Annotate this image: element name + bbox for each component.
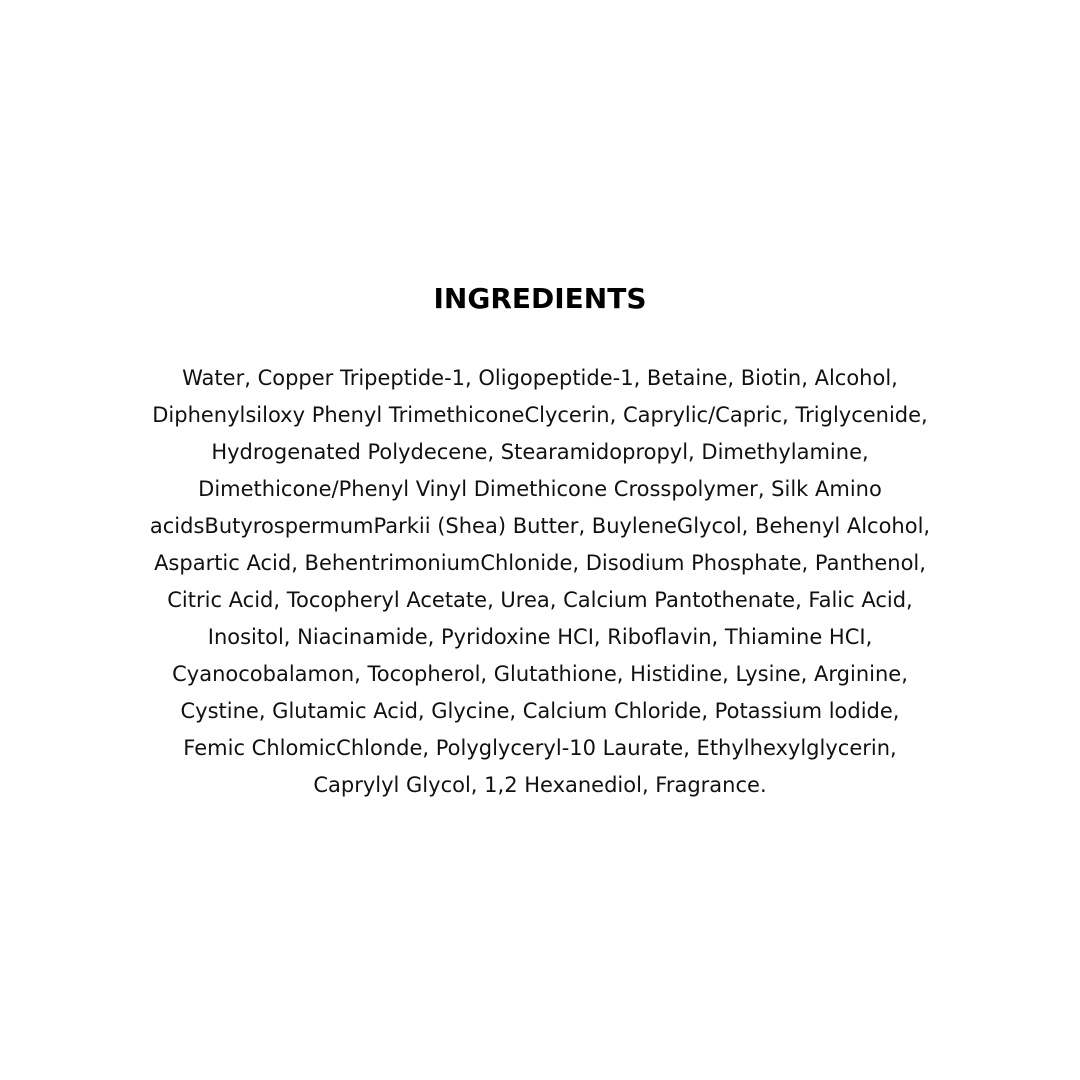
ingredients-line: Femic ChlomicChlonde, Polyglyceryl-10 Laurate, Ethylhexylglycerin, xyxy=(183,736,897,760)
page-title: INGREDIENTS xyxy=(433,282,647,315)
ingredients-line: Dimethicone/Phenyl Vinyl Dimethicone Crosspolymer, Silk Amino xyxy=(198,477,882,501)
ingredients-line: Water, Copper Tripeptide-1, Oligopeptide-1, Betaine, Biotin, Alcohol, xyxy=(182,366,898,390)
ingredients-line: Cyanocobalamon, Tocopherol, Glutathione, Histidine, Lysine, Arginine, xyxy=(172,662,908,686)
ingredients-list xyxy=(100,360,980,804)
ingredients-line: acidsButyrospermumParkii (Shea) Butter, BuyleneGlycol, Behenyl Alcohol, xyxy=(149,514,931,538)
ingredients-line: Inositol, Niacinamide, Pyridoxine HCI, Riboflavin, Thiamine HCI, xyxy=(207,625,873,649)
ingredients-line: Caprylyl Glycol, 1,2 Hexanediol, Fragrance. xyxy=(313,773,767,797)
ingredients-line: Aspartic Acid, BehentrimoniumChlonide, Disodium Phosphate, Panthenol, xyxy=(154,551,926,575)
ingredients-line: Citric Acid, Tocopheryl Acetate, Urea, Calcium Pantothenate, Falic Acid, xyxy=(167,588,913,612)
ingredients-line: Diphenylsiloxy Phenyl TrimethiconeClycerin, Caprylic/Capric, Triglycenide, xyxy=(152,403,928,427)
ingredients-line: Hydrogenated Polydecene, Stearamidopropyl, Dimethylamine, xyxy=(211,440,869,464)
ingredients-line: Cystine, Glutamic Acid, Glycine, Calcium Chloride, Potassium lodide, xyxy=(180,699,900,723)
